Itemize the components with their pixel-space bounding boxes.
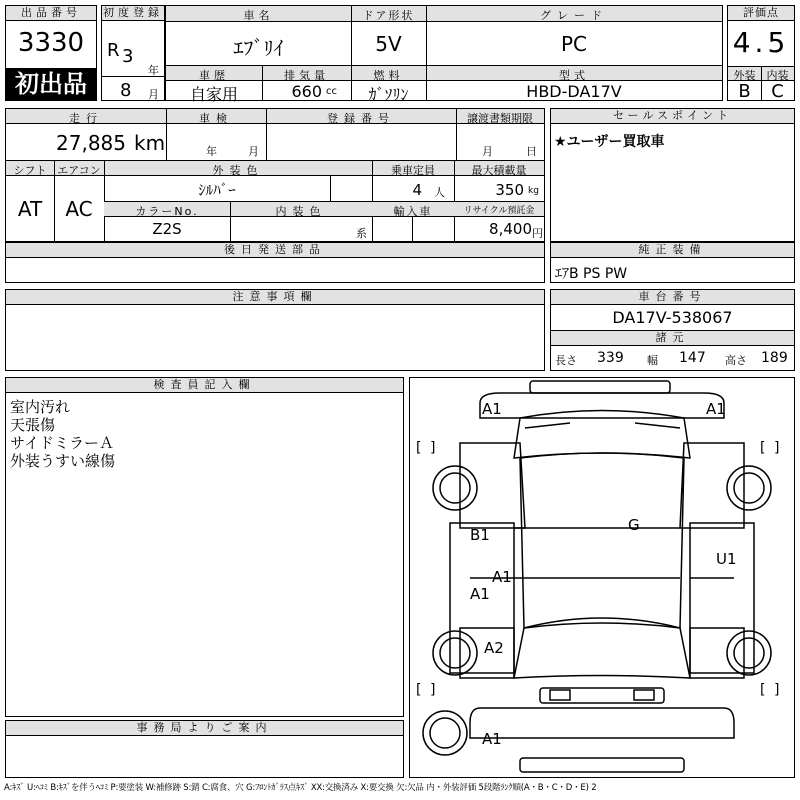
damage-mark: B1: [470, 526, 490, 544]
capacity-label: 乗車定員: [391, 164, 435, 177]
bracket-close-left: ]: [430, 440, 436, 456]
displacement-unit: cc: [326, 86, 337, 97]
max-load-label: 最大積載量: [471, 164, 527, 177]
chassis-box: [550, 289, 795, 371]
interior-grade: C: [771, 81, 784, 102]
length: 339: [597, 350, 624, 366]
damage-mark: A1: [706, 400, 726, 418]
equipment-label: 純正装備: [551, 243, 794, 258]
bracket-close-right: ]: [774, 440, 780, 456]
first-registration-box: [101, 5, 165, 101]
caution-box: [5, 289, 545, 371]
lot-box: [5, 5, 97, 101]
mileage-unit: km: [134, 131, 166, 155]
mileage: 27,885: [56, 131, 126, 155]
dims-label: 諸元: [551, 330, 794, 346]
lot-number-label: 出品番号: [6, 6, 96, 21]
shift-label: シフト: [13, 164, 47, 177]
first-listing-badge: 初出品: [6, 68, 96, 100]
transfer-day-unit: 日: [526, 145, 537, 158]
sales-point-text: ★ユーザー買取車: [554, 134, 665, 150]
damage-mark: A1: [492, 568, 512, 586]
bracket-open-right: [: [760, 440, 766, 456]
history-label: 車歴: [199, 69, 229, 82]
equipment-list: ｴｱB PS PW: [555, 266, 628, 282]
fuel-label: 燃料: [373, 69, 404, 82]
damage-mark: U1: [716, 550, 737, 568]
bracket-open-left: [: [416, 440, 422, 456]
mileage-label: 走行: [69, 112, 103, 125]
damage-mark: A1: [482, 400, 502, 418]
inspector-label: 検査員記入欄: [6, 378, 403, 393]
inspector-note: 天張傷: [10, 416, 56, 434]
transfer-month-unit: 月: [482, 145, 493, 158]
inspector-note: サイドミラーＡ: [10, 434, 114, 452]
door-type: 5V: [375, 32, 402, 56]
month-unit: 月: [148, 88, 159, 101]
exterior-label: 外装: [733, 69, 756, 82]
inspection-label: 車検: [199, 112, 233, 125]
car-outline-svg: [410, 378, 794, 777]
inspector-box: [5, 377, 404, 717]
max-load-unit: kg: [528, 186, 539, 196]
recycle-fee: 8,400: [489, 220, 532, 238]
reg-year: 3: [122, 46, 134, 67]
interior-color-unit: 系: [356, 227, 367, 240]
grade: PC: [560, 32, 588, 56]
capacity-unit: 人: [434, 186, 445, 199]
reg-month: 8: [120, 80, 132, 101]
inspection-month-unit: 月: [248, 145, 259, 158]
car-name-label: 車名: [243, 9, 274, 22]
sales-point-label: セールスポイント: [551, 109, 794, 124]
evaluation-score: 4.5: [732, 26, 790, 59]
ac-label: エアコン: [57, 164, 101, 177]
max-load: 350: [495, 181, 524, 199]
bracket-close-lower: ]: [430, 682, 436, 698]
exterior-grade: B: [738, 81, 751, 102]
exterior-color: ｼﾙﾊﾞｰ: [198, 181, 236, 199]
recycle-unit: 円: [532, 227, 543, 240]
length-label: 長さ: [555, 354, 577, 367]
width-label: 幅: [647, 354, 658, 367]
height-label: 高さ: [725, 354, 747, 367]
vehicle-info-box: [165, 5, 723, 104]
score-label: 評価点: [728, 6, 794, 21]
recycle-label: リサイクル預託金: [463, 206, 535, 216]
car-name: ｴﾌﾞﾘｲ: [233, 36, 284, 60]
era: R: [107, 40, 120, 61]
bracket-open-lower: [: [416, 682, 422, 698]
transfer-label: 譲渡書類期限: [467, 112, 533, 125]
inspection-year-unit: 年: [206, 145, 217, 158]
model-code: HBD-DA17V: [526, 82, 622, 101]
grade-label: グレード: [540, 9, 608, 22]
first-reg-label: 初度登録: [103, 6, 163, 19]
sales-point-box: [550, 108, 795, 242]
shift-type: AT: [17, 197, 43, 221]
later-parts-label: 後日発送部品: [6, 243, 544, 258]
chassis-label: 車台番号: [551, 290, 794, 305]
bracket-close-lower-right: ]: [774, 682, 780, 698]
equipment-box: [550, 242, 795, 283]
color-no-label: カラーNo.: [135, 205, 199, 218]
later-parts-box: [5, 242, 545, 283]
car-diagram: [409, 377, 795, 778]
interior-color-label: 内装色: [275, 205, 327, 218]
door-label: ドア形状: [362, 9, 415, 22]
displacement-label: 排気量: [284, 69, 329, 82]
vehicle-history: 自家用: [189, 85, 238, 104]
inspector-note: 室内汚れ: [10, 398, 71, 416]
color-label: 外装色: [212, 164, 264, 177]
import-label: 輸入車: [393, 205, 433, 218]
displacement: 660: [291, 82, 322, 101]
lot-number: 3330: [17, 28, 85, 58]
chassis-number: DA17V-538067: [612, 308, 733, 327]
capacity: 4: [412, 181, 422, 199]
damage-mark: A1: [470, 585, 490, 603]
bracket-open-lower-right: [: [760, 682, 766, 698]
detail-box: [5, 108, 545, 242]
damage-mark: G: [628, 516, 640, 534]
height: 189: [761, 350, 788, 366]
ac-type: AC: [65, 197, 93, 221]
year-unit: 年: [148, 64, 159, 77]
width: 147: [679, 350, 706, 366]
interior-label: 内装: [766, 69, 789, 82]
reg-number-label: 登録番号: [327, 112, 395, 125]
inspector-note: 外装うすい線傷: [10, 452, 116, 470]
office-box: [5, 720, 404, 778]
caution-label: 注意事項欄: [6, 290, 544, 305]
fuel-type: ｶﾞｿﾘﾝ: [368, 85, 409, 104]
legend-text: A:ｷｽﾞ U:ﾍｺﾐ B:ｷｽﾞを伴うﾍｺﾐ P:要塗装 W:補修跡 S:錆 C:腐食、穴 G:ﾌﾛﾝﾄｶﾞﾗｽ点ｷｽﾞ XX:交換済み X:要交換 欠:欠品 内・外装評価 5段階ﾗﾝｸ順(A・B・C・D・E) 2: [4, 783, 597, 793]
model-label: 型式: [559, 69, 589, 82]
damage-mark: A2: [484, 639, 504, 657]
score-box: [727, 5, 795, 101]
office-label: 事務局よりご案内: [6, 721, 403, 736]
damage-mark: A1: [482, 730, 502, 748]
color-number: Z2S: [152, 220, 182, 238]
